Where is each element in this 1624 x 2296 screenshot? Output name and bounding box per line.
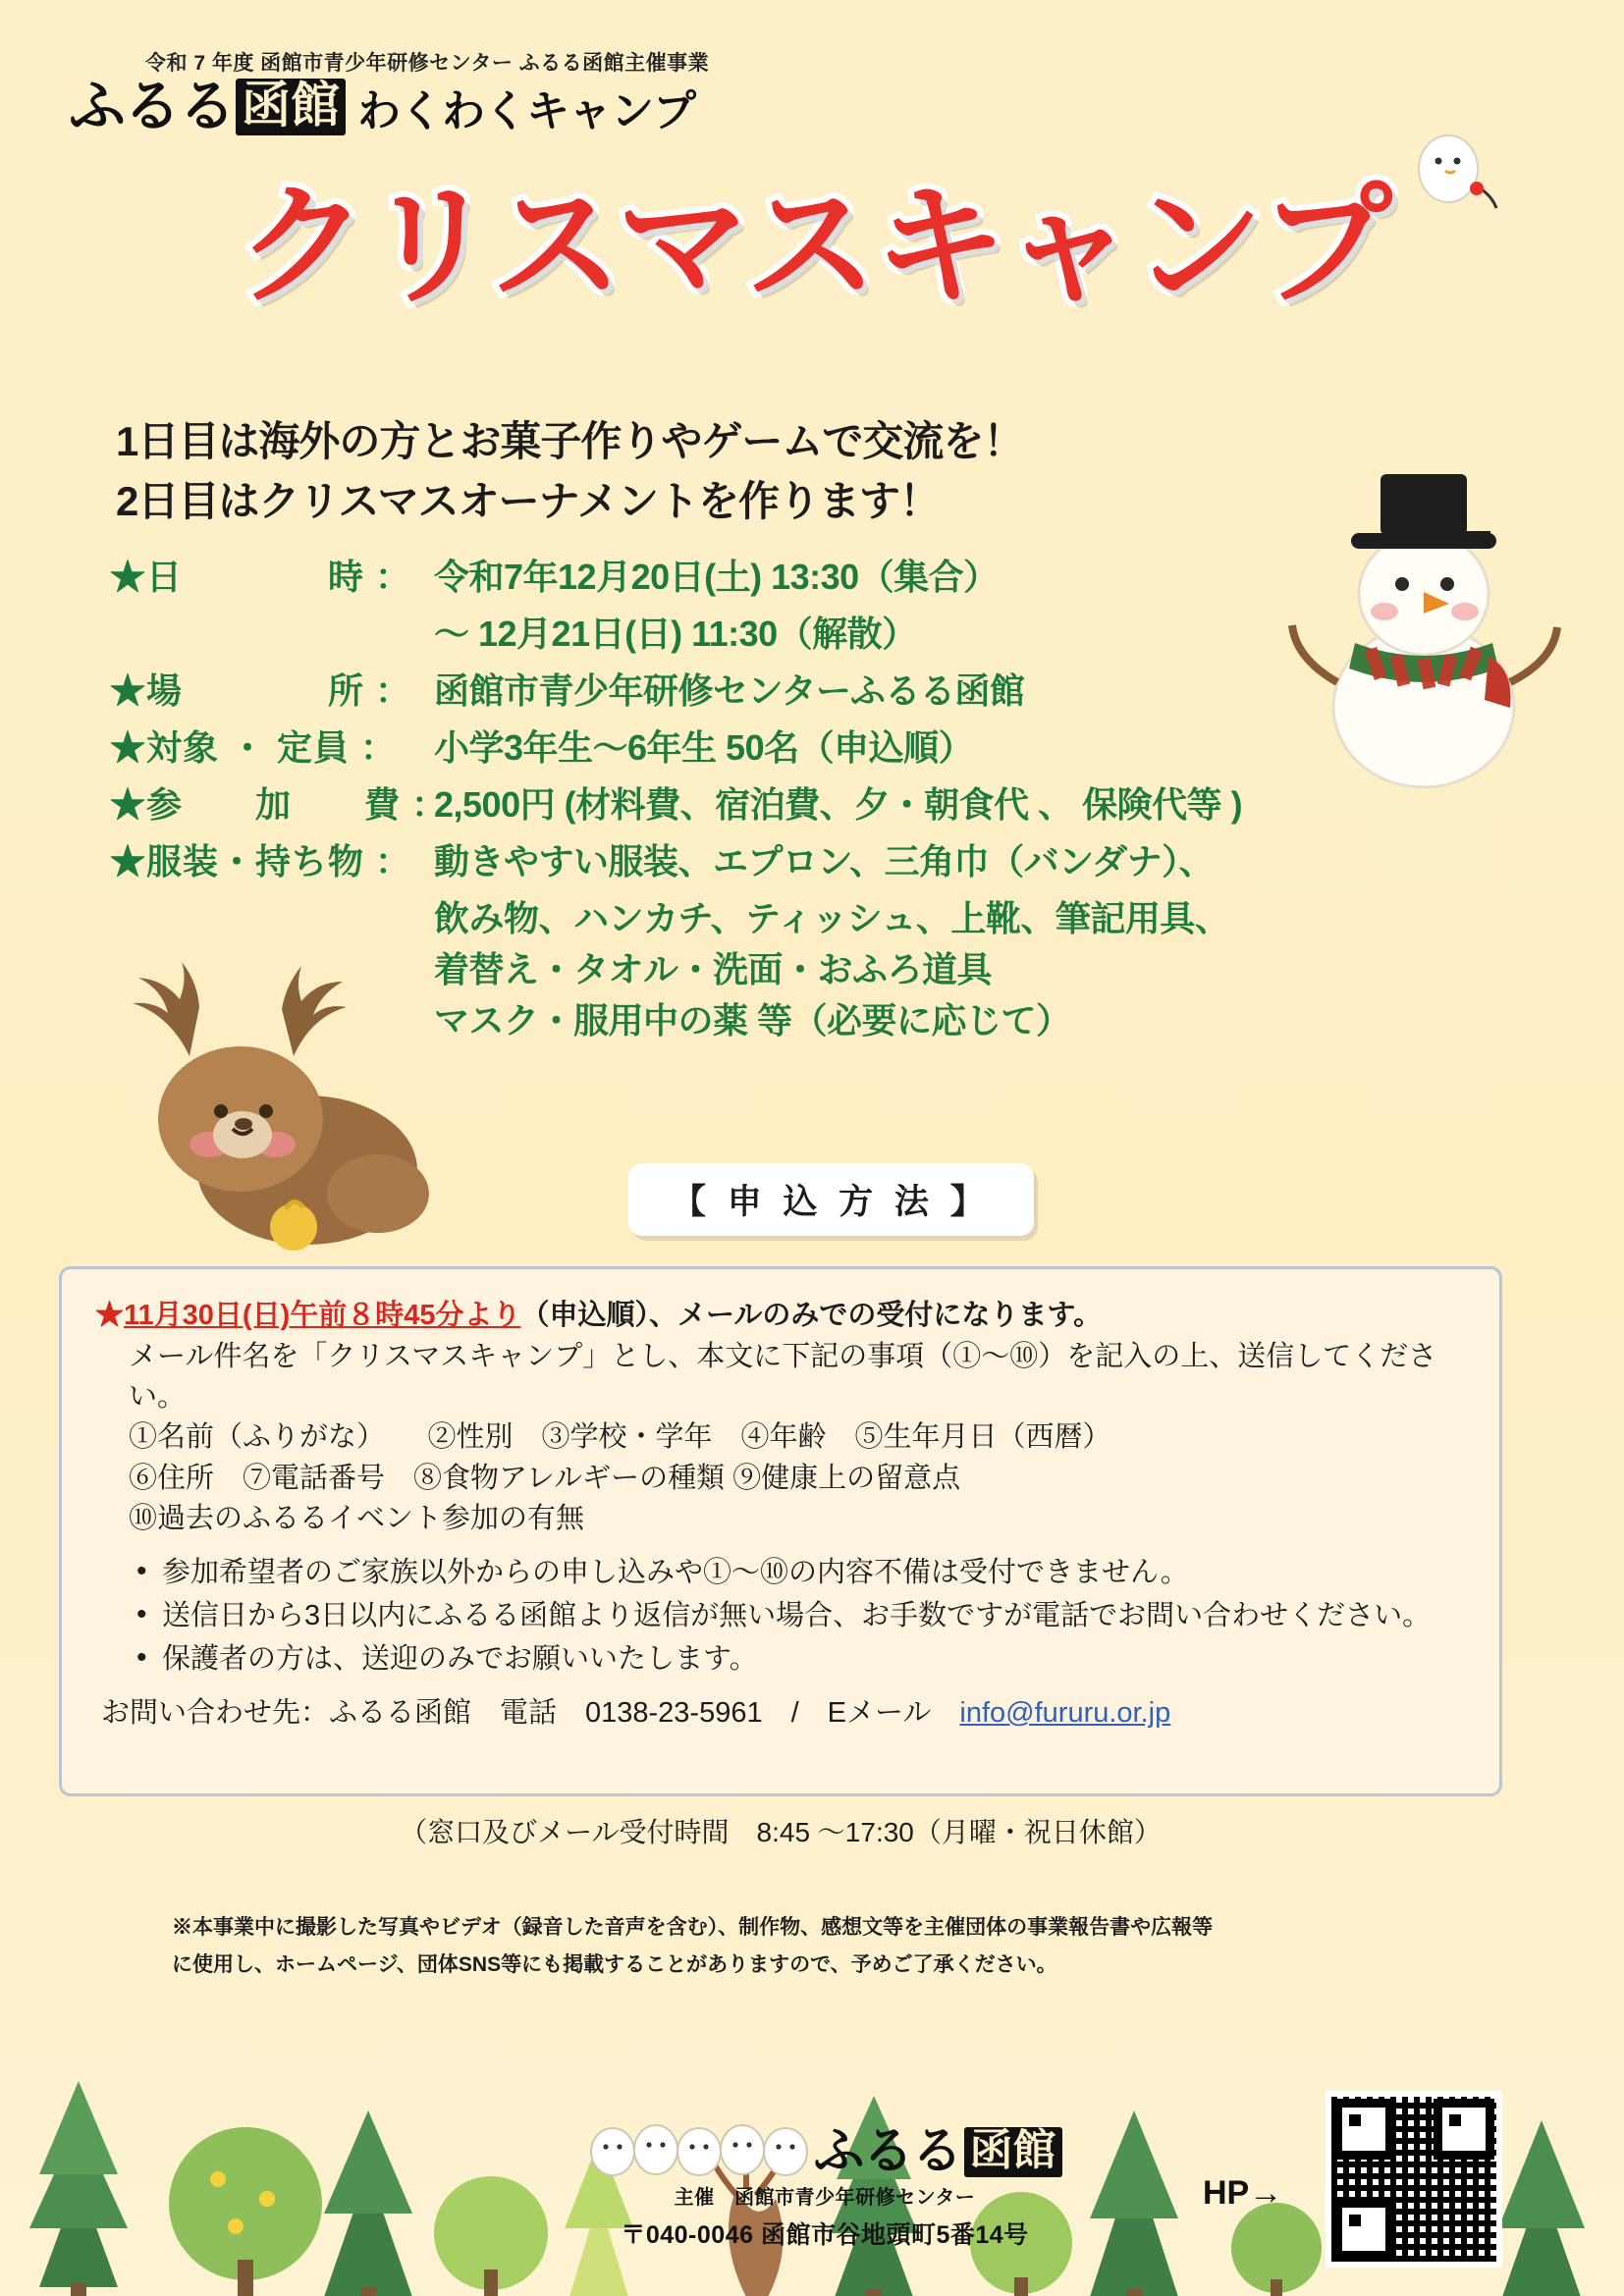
contact-line [101,1690,1466,1731]
qr-code[interactable] [1326,2091,1502,2268]
detail-label: ★日 時 ： [110,557,412,597]
apply-notes-list [129,1553,1466,1679]
notice-line-2: に使用し、ホームページ、団体SNS等にも掲載することがありますので、予めご了承ください。 [172,1952,1057,1976]
apply-item-line-2: ⑥住所 ⑦電話番号 ⑧食物アレルギーの種類 ⑨健康上の留意点 [129,1462,961,1494]
apply-method-box [59,1266,1502,1796]
page-title: クリスマスキャンプ [236,172,1388,320]
reindeer-illustration [83,962,457,1256]
belongings-line-2: 飲み物、ハンカチ、ティッシュ、上靴、筆記用具、 [434,898,1230,938]
list-item: • 保護者の方は、送迎のみでお願いいたします。 [129,1639,1466,1679]
lead-text [116,412,1023,532]
belongings-line-4: マスク・服用中の薬 等（必要に応じて） [434,1000,1071,1041]
apply-paragraph: メール件名を「クリスマスキャンプ」とし、本文に下記の事項（①〜⑩）を記入の上、送信してください。 [129,1341,1437,1414]
red-star-icon: ★ [95,1300,125,1331]
header-logo [69,47,854,138]
detail-value: 動きやすい服装、エプロン、三角巾（バンダナ）、 [434,841,1215,881]
footer-brand-hakodate: 函館 [964,2127,1062,2177]
brand-waku: わくわくキャンプ [357,86,696,135]
lead-line-1: 1日目は海外の方とお菓子作りやゲームで交流を！ [116,418,1024,464]
apply-method-heading: 【 申 込 方 法 】 [628,1163,1034,1236]
detail-value: 2,500円 (材料費、宿泊費、夕・朝食代 、 保険代等 ) [434,784,1243,825]
apply-item-line-1: ①名前（ふりがな） ②性別 ③学校・学年 ④年齢 ⑤生年月日（西暦） [129,1421,1111,1454]
detail-label: ★服装・持ち物 ： [110,841,412,881]
detail-row-target [110,727,1386,768]
detail-value: 小学3年生〜6年生 50名（申込順） [434,727,974,768]
belongings-line-3: 着替え・タオル・洗面・おふろ道具 [434,949,993,989]
brand-fururu: ふるる [69,75,235,138]
detail-label: ★対象 ・ 定員 ： [110,727,398,768]
detail-row-fee [110,784,1386,825]
birds-row-icon [587,2120,813,2177]
reception-hours: （窓口及びメール受付時間 8:45 〜17:30（月曜・祝日休館） [400,1817,1162,1847]
detail-label: ★場 所 ： [110,670,412,711]
detail-value: 函館市青少年研修センターふるる函館 [434,670,1025,711]
brand-hakodate: 函館 [236,79,346,135]
apply-item-line-3: ⑩過去のふるるイベント参加の有無 [129,1502,585,1534]
footer-address: 〒040-0046 函館市谷地頭町5番14号 [621,2221,1029,2249]
detail-row-belongings [110,841,1386,881]
apply-line-1-rest: （申込順）、メールのみでの受付になります。 [520,1300,1103,1331]
footer-logo [511,2120,1139,2251]
apply-line-1 [95,1293,1466,1333]
detail-value: 令和7年12月20日(土) 13:30（集合） [434,557,999,597]
list-item: • 送信日から3日以内にふるる函館より返信が無い場合、お手数ですが電話でお問い合わせください。 [129,1596,1466,1635]
detail-label: ★参 加 費 ： [110,784,449,825]
hp-arrow-label: HP→ [1203,2174,1283,2212]
footer-brand-fururu: ふるる [813,2123,961,2180]
org-line: 令和 7 年度 函館市青少年研修センター ふるる函館主催事業 [145,52,710,75]
footer-host: 主催 函館市青少年研修センター [674,2187,976,2209]
detail-row-date [110,557,1386,597]
contact-prefix: お問い合わせ先：ふるる函館 電話 0138-23-5961 / Eメール [101,1696,960,1729]
apply-start-date: 11月30日(日)午前８時45分より [124,1300,521,1331]
contact-email-link[interactable]: info@fururu.or.jp [959,1696,1171,1729]
list-item: • 参加希望者のご家族以外からの申し込みや①〜⑩の内容不備は受付できません。 [129,1553,1466,1592]
detail-date-cont: 〜 12月21日(日) 11:30（解散） [434,614,917,654]
notice-line-1: ※本事業中に撮影した写真やビデオ（録音した音声を含む）、制作物、感想文等を主催団体の事業報告書や広報等 [172,1916,1214,1939]
photo-usage-notice [172,1909,1438,1984]
lead-line-2: 2日目はクリスマスオーナメントを作ります！ [116,477,940,524]
detail-row-place [110,670,1386,711]
